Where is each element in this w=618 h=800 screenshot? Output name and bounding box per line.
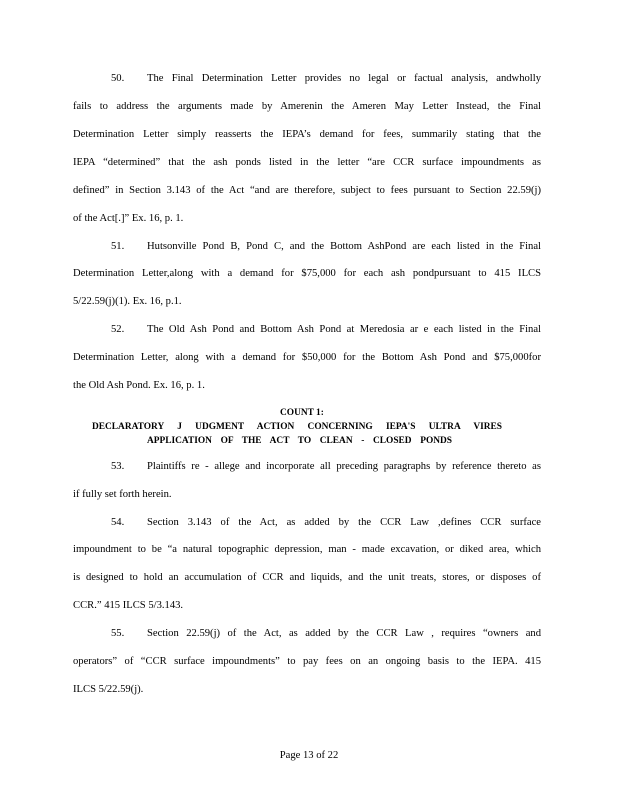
paragraph-line: Determination Letter simply reasserts the IEPA’s demand for fees, summarily stating that the (73, 129, 541, 140)
paragraph-line: impoundment to be “a natural topographic depression, man - made excavation, or diked area, which (73, 544, 541, 555)
paragraph-line (111, 323, 541, 337)
paragraph-text: Section 22.59(j) of the Act, as added by the CCR Law , requires “owners and (147, 628, 541, 639)
count-heading-line: DECLARATORY J UDGMENT ACTION CONCERNING IEPA'S ULTRA VIRES (92, 422, 502, 432)
paragraph-line (111, 627, 541, 641)
paragraph-line: defined” in Section 3.143 of the Act “and are therefore, subject to fees pursuant to Section 22.59(j) (73, 185, 541, 196)
paragraph-text: The Old Ash Pond and Bottom Ash Pond at Meredosia ar e each listed in the Final (147, 324, 541, 335)
paragraph-line: ILCS 5/22.59(j). (73, 684, 144, 695)
paragraph-line: fails to address the arguments made by Amerenin the Ameren May Letter Instead, the Final (73, 101, 541, 112)
paragraph-text: Hutsonville Pond B, Pond C, and the Bottom AshPond are each listed in the Final (147, 241, 541, 252)
paragraph-number: 52. (111, 324, 125, 335)
paragraph-line (111, 240, 541, 254)
paragraph-text: Plaintiffs re - allege and incorporate all preceding paragraphs by reference thereto as (147, 461, 541, 472)
paragraph-text: The Final Determination Letter provides no legal or factual analysis, andwholly (147, 73, 541, 84)
paragraph-line: 5/22.59(j)(1). Ex. 16, p.1. (73, 296, 182, 307)
paragraph-line: the Old Ash Pond. Ex. 16, p. 1. (73, 380, 205, 391)
paragraph-number: 54. (111, 517, 125, 528)
paragraph-number: 53. (111, 461, 125, 472)
paragraph-line (111, 72, 541, 86)
paragraph-line (111, 460, 541, 474)
paragraph-line: if fully set forth herein. (73, 489, 172, 500)
paragraph-number: 50. (111, 73, 125, 84)
paragraph-number: 55. (111, 628, 125, 639)
paragraph-number: 51. (111, 241, 125, 252)
count-title: COUNT 1: (280, 408, 324, 418)
paragraph-line (111, 516, 541, 530)
paragraph-line: operators” of “CCR surface impoundments” to pay fees on an ongoing basis to the IEPA. 415 (73, 656, 541, 667)
paragraph-text: Section 3.143 of the Act, as added by the CCR Law ,defines CCR surface (147, 517, 541, 528)
paragraph-line: Determination Letter,along with a demand for $75,000 for each ash pondpursuant to 415 ILCS (73, 268, 541, 279)
paragraph-line: Determination Letter, along with a demand for $50,000 for the Bottom Ash Pond and $75,000for (73, 352, 541, 363)
paragraph-line: CCR.” 415 ILCS 5/3.143. (73, 600, 184, 611)
paragraph-line: of the Act[.]” Ex. 16, p. 1. (73, 213, 184, 224)
page-number: Page 13 of 22 (279, 750, 339, 761)
paragraph-line: IEPA “determined” that the ash ponds listed in the letter “are CCR surface impoundments as (73, 157, 541, 168)
count-heading-line: APPLICATION OF THE ACT TO CLEAN - CLOSED PONDS (147, 436, 452, 446)
paragraph-line: is designed to hold an accumulation of CCR and liquids, and the unit treats, stores, or disposes of (73, 572, 541, 583)
